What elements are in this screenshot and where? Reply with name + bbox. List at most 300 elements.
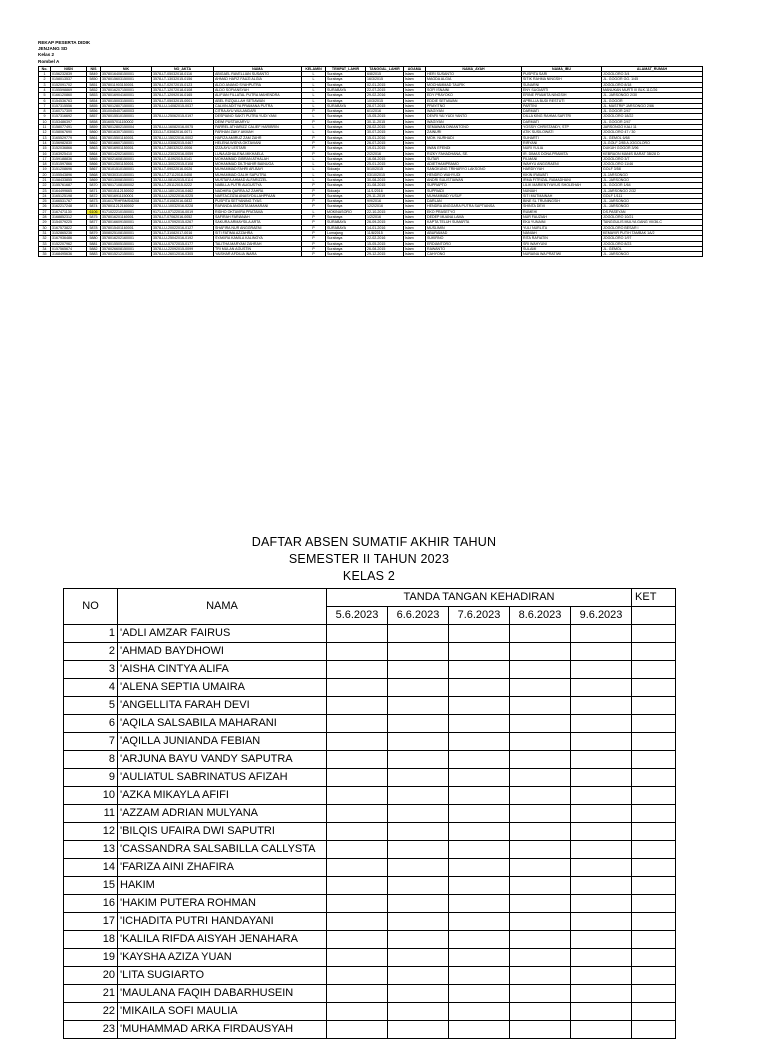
rekap-header-cell: NO_AKTA [152, 66, 214, 71]
signature-cell [571, 1003, 632, 1021]
signature-cell [388, 1003, 449, 1021]
rekap-cell: 29 [39, 220, 51, 225]
ket-cell [632, 931, 676, 949]
rekap-cell: 30-08-2015 [366, 177, 404, 182]
ket-cell [632, 1021, 676, 1039]
rekap-cell: Islam [404, 77, 426, 82]
rekap-cell: L [302, 162, 326, 167]
rekap-cell: 3166531767 [51, 199, 87, 204]
student-name: 'AQILA SALSABILA MAHARANI [118, 715, 327, 733]
signature-cell [388, 697, 449, 715]
rekap-cell: SURABAYA [326, 220, 366, 225]
rekap-cell: 5855 [87, 103, 101, 108]
rekap-cell: 0157565674 [51, 246, 87, 251]
rekap-cell: SOFI ISNAINI [426, 87, 522, 92]
signature-cell [510, 841, 571, 859]
rekap-cell: SUPRIADI [426, 188, 522, 193]
rekap-cell: P [302, 252, 326, 257]
rekap-header-cell: NIS [87, 66, 101, 71]
signature-cell [388, 805, 449, 823]
rekap-cell: RIRYANI [522, 140, 602, 145]
signature-cell [510, 877, 571, 895]
rekap-cell: P [302, 193, 326, 198]
rekap-cell: SITI FATIMA AZZAHRA [214, 230, 302, 235]
student-name: 'AULIATUL SABRINATUS AFIZAH [118, 769, 327, 787]
rekap-cell: 19 [39, 167, 51, 172]
table-row [64, 895, 676, 913]
signature-cell [571, 679, 632, 697]
rekap-cell: Islam [404, 183, 426, 188]
rekap-cell: SURABAYA [326, 87, 366, 92]
rekap-cell: Islam [404, 177, 426, 182]
rekap-cell: 3578-LU-08102015-0114 [152, 177, 214, 182]
rekap-cell: SRI WAHYUNI [522, 241, 602, 246]
rekap-cell: NADHIRA QURRA AZ ZAHRA [214, 188, 302, 193]
rekap-cell: 3152865236 [51, 230, 87, 235]
rekap-cell: 5853 [87, 93, 101, 98]
rekap-cell: 5877 [87, 220, 101, 225]
rekap-cell: 6106 [87, 209, 101, 214]
rekap-cell: L [302, 82, 326, 87]
rekap-cell: ERINE PRAMITA NINGSIH [522, 93, 602, 98]
rekap-cell: 3578021608150001 [101, 156, 152, 161]
signature-cell [449, 733, 510, 751]
rekap-cell: P [302, 119, 326, 124]
rekap-cell: ABEL RIZQULLAH SETIAWAN [214, 98, 302, 103]
rekap-cell: 0157315556 [51, 103, 87, 108]
rekap-cell: Surabaya [326, 199, 366, 204]
rekap-cell: 8 [39, 109, 51, 114]
rekap-cell: HELENA WIDYA OKTAVIANI [214, 140, 302, 145]
rekap-cell: Islam [404, 119, 426, 124]
signature-cell [388, 715, 449, 733]
signature-cell [388, 751, 449, 769]
rekap-cell: 5882 [87, 246, 101, 251]
student-name: 'BILQIS UFAIRA DWI SAPUTRI [118, 823, 327, 841]
student-number: 13 [64, 841, 118, 859]
rekap-cell: P [302, 204, 326, 209]
rekap-cell: 3508025108150001 [101, 230, 152, 235]
rekap-cell: 3578015510150001 [101, 114, 152, 119]
rekap-cell: P [302, 140, 326, 145]
rekap-cell: YAISHAR AFDILIA INARA [214, 252, 302, 257]
rekap-cell: Islam [404, 225, 426, 230]
signature-cell [571, 859, 632, 877]
rekap-cell: 02-01-2015 [366, 82, 404, 87]
rekap-cell: Islam [404, 93, 426, 98]
rekap-cell: 3578016307150001 [101, 130, 152, 135]
header-date: 5.6.2023 [327, 607, 388, 625]
rekap-cell: RIDHO OKTAVIRA PRATAMA [214, 209, 302, 214]
rekap-cell: 5863 [87, 146, 101, 151]
rekap-cell: Islam [404, 146, 426, 151]
rekap-cell: PARTINI [522, 103, 602, 108]
rekap-cell: 3167573822 [51, 225, 87, 230]
rekap-cell: NUNIAH [522, 188, 602, 193]
rekap-cell: P [302, 220, 326, 225]
rekap-cell: 0154536763 [51, 98, 87, 103]
rekap-cell: 5883 [87, 252, 101, 257]
rekap-cell: IR. DIMAS DONA PRAMITA [522, 151, 602, 156]
student-number: 6 [64, 715, 118, 733]
student-name: 'ICHADITA PUTRI HANDAYANI [118, 913, 327, 931]
signature-cell [510, 985, 571, 1003]
signature-cell [449, 859, 510, 877]
rekap-cell: WAGIYAN [426, 119, 522, 124]
rekap-header-cell: TANGGAL_LAHIR [366, 66, 404, 71]
rekap-cell: SAFIRAH FARIANAH [214, 215, 302, 220]
rekap-cell: 29-11-2019 [366, 193, 404, 198]
rekap-cell: YOSSIY CHRISTANDY, STP [522, 125, 602, 130]
student-number: 17 [64, 913, 118, 931]
signature-cell [571, 967, 632, 985]
rekap-cell: 7 [39, 103, 51, 108]
ket-cell [632, 823, 676, 841]
rekap-cell: 16/3/2015 [366, 77, 404, 82]
rekap-cell: 3578-LU-22092015-0099 [152, 246, 214, 251]
rekap-cell: TANGGULIS MULYA GANG VII/36-C [602, 220, 703, 225]
signature-cell [510, 661, 571, 679]
table-row [64, 859, 676, 877]
signature-cell [449, 985, 510, 1003]
signature-cell [571, 931, 632, 949]
signature-cell [571, 913, 632, 931]
rekap-cell: 22-07-2015 [366, 87, 404, 92]
rekap-cell: Surabaya [326, 193, 366, 198]
rekap-cell: IZZA AYU LESTARI [214, 146, 302, 151]
student-number: 8 [64, 751, 118, 769]
rekap-cell: 30 [39, 225, 51, 230]
rekap-header-cell: NAMA_IBU [522, 66, 602, 71]
rekap-cell: 3578-LT-31082017-0016 [152, 230, 214, 235]
rekap-cell: LUNA ADHALENA MIKHAELA [214, 151, 302, 156]
rekap-cell: Islam [404, 230, 426, 235]
signature-cell [449, 895, 510, 913]
rekap-cell: PUSPITA SARI [522, 72, 602, 77]
rekap-cell: 3578-LT-25112015-0222 [152, 183, 214, 188]
rekap-cell: Surabaya [326, 98, 366, 103]
table-row [64, 985, 676, 1003]
rekap-cell: FARREL ATHARIZZ CALIEF HARIBRIN [214, 125, 302, 130]
student-number: 3 [64, 661, 118, 679]
rekap-cell: 3313-LT-03082016-0071 [152, 130, 214, 135]
rekap-cell: 5856 [87, 109, 101, 114]
signature-cell [327, 625, 388, 643]
rekap-cell: Islam [404, 72, 426, 77]
rekap-cell: 2/2/2016 [366, 151, 404, 156]
rekap-cell: 3516057011150002 [101, 119, 152, 124]
rekap-cell: 3578011212160002 [101, 204, 152, 209]
rekap-cell: 15-05-2015 [366, 114, 404, 119]
rekap-cell: 1 [39, 72, 51, 77]
rekap-cell: MUHAMMAD YUSUF [426, 193, 522, 198]
rekap-cell: ERDIANTORO [426, 241, 522, 246]
rekap-cell: Islam [404, 252, 426, 257]
rekap-cell: MAGDA ALGIA [426, 77, 522, 82]
rekap-cell: 0158433855 [51, 177, 87, 182]
ket-cell [632, 859, 676, 877]
signature-cell [327, 1003, 388, 1021]
rekap-cell: EKA YUNAINI [522, 220, 602, 225]
signature-cell [327, 877, 388, 895]
rekap-cell: 11/1/2016 [366, 188, 404, 193]
rekap-cell: 11 [39, 125, 51, 130]
rekap-cell: 3578015501160001 [101, 135, 152, 140]
rekap-cell: JOGOLORO 8/23 [602, 241, 703, 246]
rekap-cell: DILLA KING RAHMA SAFITRI [522, 114, 602, 119]
rekap-cell: 30-11-2015 [366, 119, 404, 124]
rekap-cell: 16 [39, 151, 51, 156]
rekap-cell: JL. JARSONGO [602, 204, 703, 209]
rekap-cell: Surabaya [326, 151, 366, 156]
rekap-cell: EDY PRAYOKO [426, 93, 522, 98]
signature-cell [327, 895, 388, 913]
rekap-cell: 3578015003150001 [101, 98, 152, 103]
rekap-cell: KEMAYIR PUTIH TAMBAK 1A/2 [602, 230, 703, 235]
rekap-cell: Surabaya [326, 72, 366, 77]
rekap-cell: 3578030310150001 [101, 172, 152, 177]
signature-cell [571, 895, 632, 913]
student-number: 5 [64, 697, 118, 715]
rekap-cell: IWAN EFENDI [426, 146, 522, 151]
signature-cell [327, 697, 388, 715]
signature-cell [449, 913, 510, 931]
rekap-cell: 0152207962 [51, 241, 87, 246]
rekap-cell: Islam [404, 87, 426, 92]
signature-cell [510, 859, 571, 877]
rekap-cell: Islam [404, 246, 426, 251]
rekap-cell: JOGOLORO BESAR I [602, 225, 703, 230]
rekap-cell: AHMAD HAFIZ FAUZI ALGIA [214, 77, 302, 82]
rekap-cell: MUHAMMAD FAHRI AR-BAYI [214, 167, 302, 172]
rekap-cell: 35 [39, 252, 51, 257]
rekap-cell: TALITHA MARYAM ZAHRAH [214, 241, 302, 246]
rekap-cell: 3578-LU-18012016-0462 [152, 188, 214, 193]
rekap-cell: MOH. NURHADI [426, 135, 522, 140]
rekap-cell: JL. JARSONGO [602, 177, 703, 182]
student-name: 'ANGELLITA FARAH DEVI [118, 697, 327, 715]
rekap-cell: Islam [404, 135, 426, 140]
rekap-cell: HAFIZA AMIRUZ ZAM ZAHR [214, 135, 302, 140]
student-number: 10 [64, 787, 118, 805]
student-name: 'ARJUNA BAYU VANDY SAPUTRA [118, 751, 327, 769]
rekap-cell: 5852 [87, 87, 101, 92]
rekap-cell: 3167471130 [51, 209, 87, 214]
student-name: 'AHMAD BAYDHOWI [118, 643, 327, 661]
rekap-cell: 5867 [87, 167, 101, 172]
rekap-cell: SHINTA DEVI [522, 204, 602, 209]
rekap-cell: 3578-LT-05032015-0001 [152, 98, 214, 103]
rekap-cell: 28-02-2015 [366, 125, 404, 130]
student-number: 21 [64, 985, 118, 1003]
ket-cell [632, 697, 676, 715]
rekap-cell: P [302, 236, 326, 241]
rekap-cell: L [302, 172, 326, 177]
signature-cell [571, 715, 632, 733]
rekap-cell: JL. GOGOR [602, 98, 703, 103]
rekap-cell: 3163925410 [51, 151, 87, 156]
signature-cell [327, 1021, 388, 1039]
signature-cell [449, 877, 510, 895]
rekap-cell: KAPTA TELUH SUMARTA [426, 220, 522, 225]
header-no: NO [64, 589, 118, 625]
rekap-cell: L [302, 209, 326, 214]
rekap-cell: 3578016609150001 [101, 220, 152, 225]
rekap-cell: 5865 [87, 156, 101, 161]
rekap-cell: Islam [404, 109, 426, 114]
signature-cell [327, 985, 388, 1003]
signature-cell [571, 643, 632, 661]
student-name: 'AISHA CINTYA ALIFA [118, 661, 327, 679]
rekap-header-cell: TEMPAT_LAHIR [326, 66, 366, 71]
rekap-cell: 5851 [87, 82, 101, 87]
student-number: 19 [64, 949, 118, 967]
ket-cell [632, 679, 676, 697]
signature-cell [388, 625, 449, 643]
rekap-cell: 3578-LU-26012016-0305 [152, 252, 214, 257]
student-number: 1 [64, 625, 118, 643]
rekap-cell: HERI SUSANTO [426, 72, 522, 77]
signature-cell [327, 733, 388, 751]
rekap-cell: 5859 [87, 125, 101, 130]
signature-cell [449, 823, 510, 841]
signature-cell [571, 625, 632, 643]
rekap-cell: DEVRI YAI YUDI YANTO [426, 114, 522, 119]
signature-cell [510, 751, 571, 769]
rekap-cell: 28 [39, 215, 51, 220]
signature-cell [449, 805, 510, 823]
ket-cell [632, 769, 676, 787]
rekap-cell: DARLAN [426, 199, 522, 204]
rekap-cell: 3151208696 [51, 167, 87, 172]
rekap-cell: 5862 [87, 140, 101, 145]
absen-title: DAFTAR ABSEN SUMATIF AKHIR TAHUN [251, 535, 497, 549]
rekap-cell: Islam [404, 140, 426, 145]
rekap-cell: JOGOLORO 11/46 [602, 162, 703, 167]
rekap-cell: 0153486397 [51, 119, 87, 124]
table-row [64, 805, 676, 823]
rekap-cell: 22 [39, 183, 51, 188]
rekap-cell: MOHAMMAD GIBRAN ATHALAH [214, 156, 302, 161]
rekap-cell: 5872 [87, 193, 101, 198]
signature-cell [388, 679, 449, 697]
signature-cell [388, 769, 449, 787]
rekap-cell: NANIAH [522, 230, 602, 235]
signature-cell [449, 931, 510, 949]
rekap-cell: 5873 [87, 199, 101, 204]
rekap-cell: 3578016607150001 [101, 140, 152, 145]
header-date: 8.6.2023 [510, 607, 571, 625]
rekap-cell: 3578-LT-28032022-0006 [152, 146, 214, 151]
rekap-cell: 21 [39, 177, 51, 182]
rekap-cell: P [302, 199, 326, 204]
rekap-cell: 3578-LT-27112018-0408 [152, 172, 214, 177]
rekap-cell: Surabaya [326, 204, 366, 209]
rekap-cell: Islam [404, 199, 426, 204]
rekap-cell: 5869 [87, 177, 101, 182]
table-row [64, 787, 676, 805]
table-row [64, 913, 676, 931]
rekap-cell: 3578-LT-05032018-0116 [152, 72, 214, 77]
rekap-cell: 28-07-2015 [366, 103, 404, 108]
rekap-cell: HARDIYYAH [522, 167, 602, 172]
rekap-cell: 3578015112150002 [101, 188, 152, 193]
rekap-cell: Islam [404, 241, 426, 246]
rekap-cell: 22-02-2016 [366, 236, 404, 241]
rekap-cell: 33 [39, 241, 51, 246]
absen-kelas: KELAS 2 [342, 569, 396, 583]
signature-cell [510, 823, 571, 841]
rekap-cell: 3578-LU-10032016-0228 [152, 204, 214, 209]
rekap-cell: 3578-LU-25062015-0197 [152, 114, 214, 119]
student-name: 'ALENA SEPTIA UMAIRA [118, 679, 327, 697]
rekap-cell: 19-01-2015 [366, 146, 404, 151]
table-row [39, 252, 703, 257]
rekap-cell: 3578016202160001 [101, 236, 152, 241]
signature-cell [510, 895, 571, 913]
rekap-cell: MUSTAFA AHMAD ALFARIZZEL [214, 177, 302, 182]
rekap-cell: 5874 [87, 204, 101, 209]
rekap-cell: L [302, 72, 326, 77]
rekap-cell: SYAKIRA KAMILA KALINGYA [214, 236, 302, 241]
signature-cell [388, 877, 449, 895]
rekap-header-cell: NAMA_AYAH [426, 66, 522, 71]
rekap-cell: 5864 [87, 151, 101, 156]
rekap-cell: 31-08-2015 [366, 183, 404, 188]
signature-cell [327, 769, 388, 787]
rekap-cell: ALIFIAN FILLATAL PUTRA MAHENDRA [214, 93, 302, 98]
rekap-cell: 5 [39, 93, 51, 98]
table-row [64, 877, 676, 895]
signature-cell [510, 913, 571, 931]
rekap-cell: L [302, 130, 326, 135]
table-row [64, 643, 676, 661]
rekap-cell: 0155598869 [51, 87, 87, 92]
rekap-cell: P [302, 188, 326, 193]
rekap-cell: P [302, 151, 326, 156]
rekap-cell: ALDO ANANO SYAHPUTRA [214, 82, 302, 87]
rekap-cell: 30-07-2015 [366, 130, 404, 135]
signature-cell [449, 787, 510, 805]
rekap-cell: TRI MULAN AGUSTIN [214, 246, 302, 251]
rekap-cell: Surabaya [326, 82, 366, 87]
rekap-cell: L [302, 125, 326, 130]
rekap-cell: JL. GOGOR 2/47 [602, 119, 703, 124]
rekap-cell: 5871 [87, 188, 101, 193]
daftar-absen [63, 534, 675, 1039]
rekap-cell: 3578-LU-23032016-0059 [152, 151, 214, 156]
rekap-cell: BINE SL TRUNINGSIH [522, 199, 602, 204]
rekap-cell: 15-05-2015 [366, 241, 404, 246]
table-row [64, 697, 676, 715]
rekap-cell: Surabaya [326, 241, 366, 246]
rekap-cell: 25 [39, 199, 51, 204]
ket-cell [632, 967, 676, 985]
rekap-cell: Islam [404, 82, 426, 87]
rekap-cell: NURAINA WA PRATIWI [522, 252, 602, 257]
signature-cell [388, 787, 449, 805]
rekap-cell: JL. GEMOL 6/68 [602, 135, 703, 140]
rekap-cell: 15-01-2016 [366, 135, 404, 140]
rekap-cell: Islam [404, 162, 426, 167]
rekap-cell: Surabaya [326, 215, 366, 220]
rekap-cell: P [302, 246, 326, 251]
rekap-cell: Surabaya [326, 119, 366, 124]
rekap-cell: L [302, 98, 326, 103]
rekap-cell: Sidoarjo [326, 167, 366, 172]
rekap-cell: L [302, 87, 326, 92]
signature-cell [449, 967, 510, 985]
